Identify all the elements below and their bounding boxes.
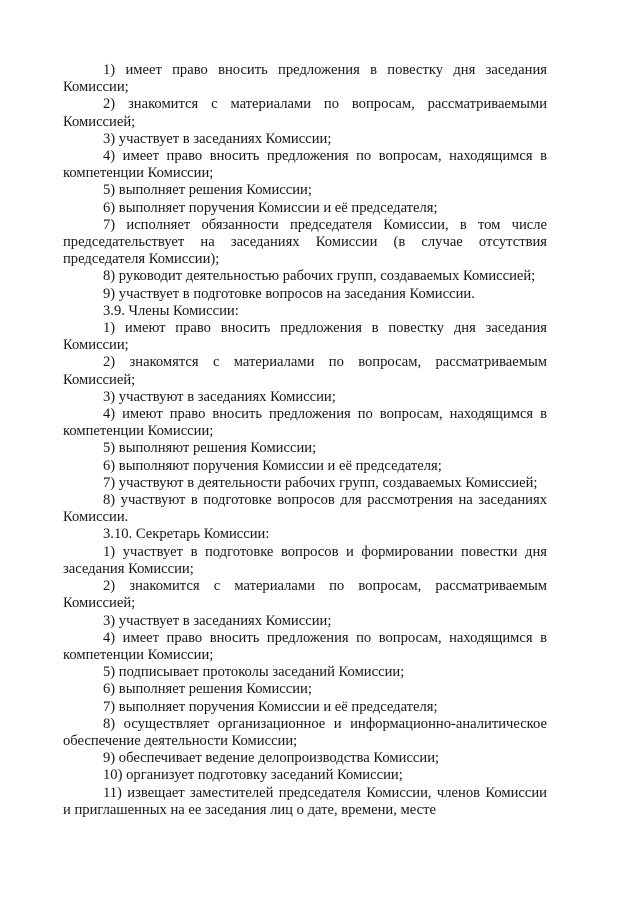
list-item: 2) знакомится с материалами по вопросам, рассматриваемыми Комиссией; xyxy=(63,96,547,130)
list-item: 1) участвует в подготовке вопросов и формировании повестки дня заседания Комиссии; xyxy=(63,543,547,577)
list-item: 5) выполняют решения Комиссии; xyxy=(103,440,317,457)
section-heading: 3.9. Члены Комиссии: xyxy=(103,302,239,319)
list-item: 4) имеет право вносить предложения по вопросам, находящимся в компетенции Комиссии; xyxy=(63,148,547,182)
list-item: 5) подписывает протоколы заседаний Комиссии; xyxy=(103,664,405,681)
list-item: 9) участвует в подготовке вопросов на заседания Комиссии. xyxy=(103,285,475,302)
list-item: 8) осуществляет организационное и информационно-аналитическое обеспечение деятельности Комиссии; xyxy=(63,715,547,749)
list-item: 7) исполняет обязанности председателя Комиссии, в том числе председательствует на заседаниях Комиссии (в случае отсутствия председателя Комиссии); xyxy=(63,216,547,268)
list-item: 6) выполняет поручения Комиссии и её председателя; xyxy=(103,199,438,216)
list-item: 6) выполняют поручения Комиссии и её председателя; xyxy=(103,457,442,474)
list-item: 7) участвуют в деятельности рабочих групп, создаваемых Комиссией; xyxy=(103,474,538,491)
list-item: 8) руководит деятельностью рабочих групп, создаваемых Комиссией; xyxy=(103,268,536,285)
list-item: 3) участвует в заседаниях Комиссии; xyxy=(103,130,332,147)
list-item: 8) участвуют в подготовке вопросов для рассмотрения на заседаниях Комиссии. xyxy=(63,492,547,526)
list-item: 2) знакомятся с материалами по вопросам, рассматриваемым Комиссией; xyxy=(63,354,547,388)
list-item: 9) обеспечивает ведение делопроизводства Комиссии; xyxy=(103,750,440,767)
list-item: 1) имеют право вносить предложения в повестку дня заседания Комиссии; xyxy=(63,320,547,354)
section-heading: 3.10. Секретарь Комиссии: xyxy=(103,526,270,543)
list-item: 3) участвуют в заседаниях Комиссии; xyxy=(103,388,336,405)
list-item: 3) участвует в заседаниях Комиссии; xyxy=(103,612,332,629)
list-item: 4) имеет право вносить предложения по вопросам, находящимся в компетенции Комиссии; xyxy=(63,629,547,663)
list-item: 1) имеет право вносить предложения в повестку дня заседания Комиссии; xyxy=(63,62,547,96)
list-item: 5) выполняет решения Комиссии; xyxy=(103,182,312,199)
list-item: 11) извещает заместителей председателя Комиссии, членов Комиссии и приглашенных на ее заседания лиц о дате, времени, месте xyxy=(63,784,547,818)
list-item: 6) выполняет решения Комиссии; xyxy=(103,681,312,698)
list-item: 4) имеют право вносить предложения по вопросам, находящимся в компетенции Комиссии; xyxy=(63,406,547,440)
document-body xyxy=(63,62,547,819)
list-item: 10) организует подготовку заседаний Комиссии; xyxy=(103,767,403,784)
list-item: 2) знакомится с материалами по вопросам, рассматриваемым Комиссией; xyxy=(63,578,547,612)
list-item: 7) выполняет поручения Комиссии и её председателя; xyxy=(103,698,438,715)
